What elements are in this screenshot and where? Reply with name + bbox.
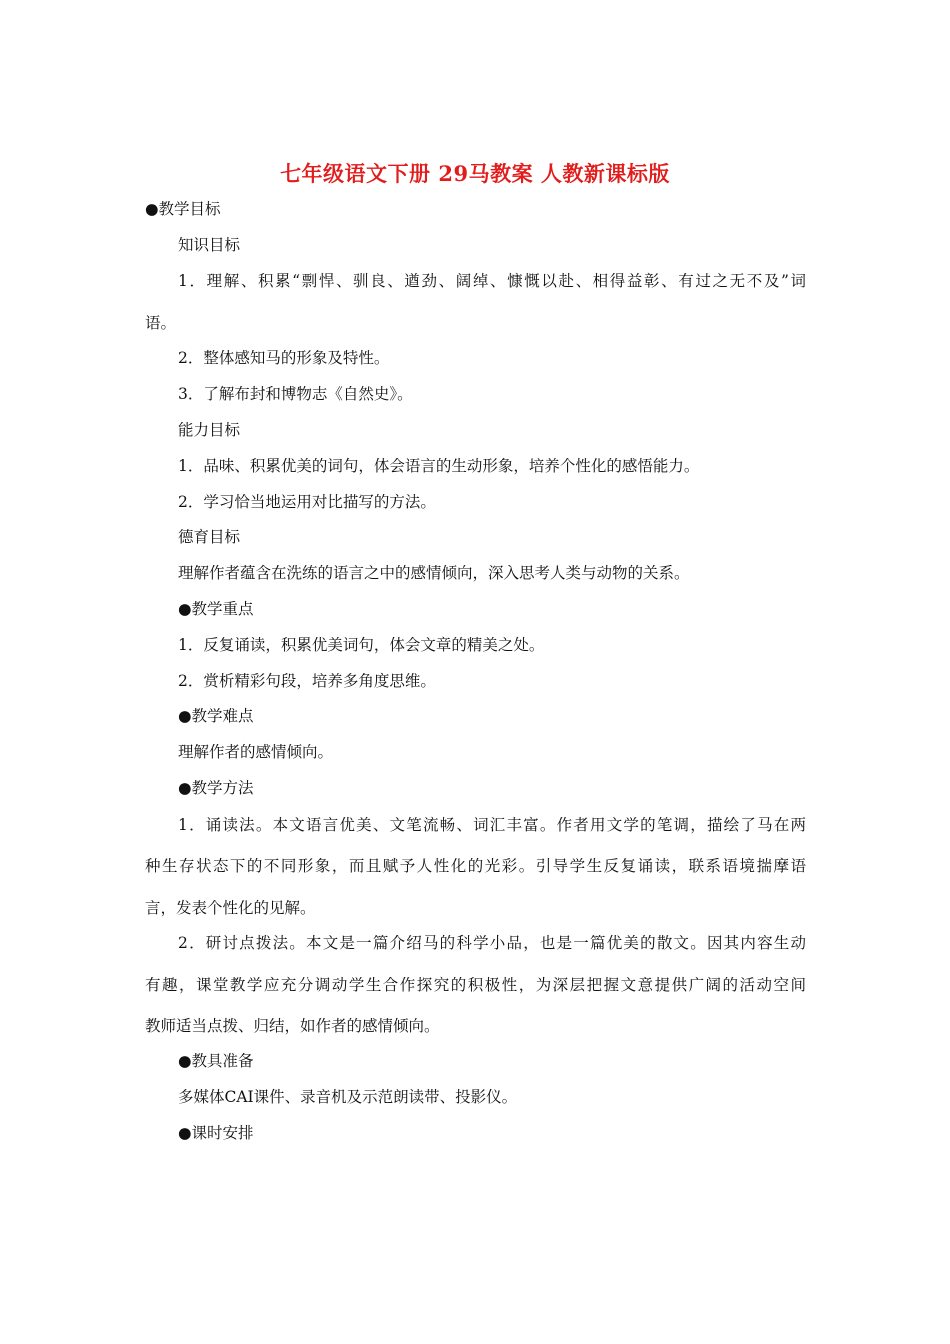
- paragraph-line: 理解作者的感情倾向。: [178, 743, 334, 761]
- paragraph-line: 多媒体CAI课件、录音机及示范朗读带、投影仪。: [178, 1088, 518, 1106]
- paragraph-line: 种生存状态下的不同形象，而且赋予人性化的光彩。引导学生反复诵读，联系语境揣摩语: [145, 857, 806, 875]
- paragraph-line: 1．诵读法。本文语言优美、文笔流畅、词汇丰富。作者用文学的笔调，描绘了马在两: [178, 816, 806, 834]
- document-title: 七年级语文下册 29马教案 人教新课标版: [280, 161, 670, 186]
- subheading-moral-goals: 德育目标: [178, 528, 241, 546]
- section-heading-teaching-aids: ●教具准备: [178, 1052, 254, 1070]
- paragraph-line: 3．了解布封和博物志《自然史》。: [178, 385, 413, 403]
- paragraph-line: 2．学习恰当地运用对比描写的方法。: [178, 493, 436, 511]
- section-heading-schedule: ●课时安排: [178, 1124, 254, 1142]
- paragraph-line: 1．反复诵读，积累优美词句，体会文章的精美之处。: [178, 636, 545, 654]
- paragraph-line: 2．研讨点拨法。本文是一篇介绍马的科学小品，也是一篇优美的散文。因其内容生动: [178, 934, 806, 952]
- paragraph-line: 有趣，课堂教学应充分调动学生合作探究的积极性，为深层把握文意提供广阔的活动空间: [145, 976, 806, 994]
- paragraph-line: 2．整体感知马的形象及特性。: [178, 349, 390, 367]
- subheading-knowledge-goals: 知识目标: [178, 236, 241, 254]
- paragraph-line: 2．赏析精彩句段，培养多角度思维。: [178, 672, 436, 690]
- paragraph-line: 理解作者蕴含在洗练的语言之中的感情倾向，深入思考人类与动物的关系。: [178, 564, 690, 582]
- section-heading-difficulties: ●教学难点: [178, 707, 254, 725]
- paragraph-line: 言，发表个性化的见解。: [145, 899, 316, 917]
- paragraph-line: 语。: [145, 314, 177, 332]
- paragraph-line: 教师适当点拨、归结，如作者的感情倾向。: [145, 1017, 440, 1035]
- section-heading-teaching-goals: ●教学目标: [145, 200, 221, 218]
- section-heading-key-points: ●教学重点: [178, 600, 254, 618]
- subheading-ability-goals: 能力目标: [178, 421, 241, 439]
- section-heading-methods: ●教学方法: [178, 779, 254, 797]
- paragraph-line: 1．品味、积累优美的词句，体会语言的生动形象，培养个性化的感悟能力。: [178, 457, 700, 475]
- paragraph-line: 1．理解、积累“剽悍、驯良、遒劲、阔绰、慷慨以赴、相得益彰、有过之无不及”词: [178, 272, 806, 290]
